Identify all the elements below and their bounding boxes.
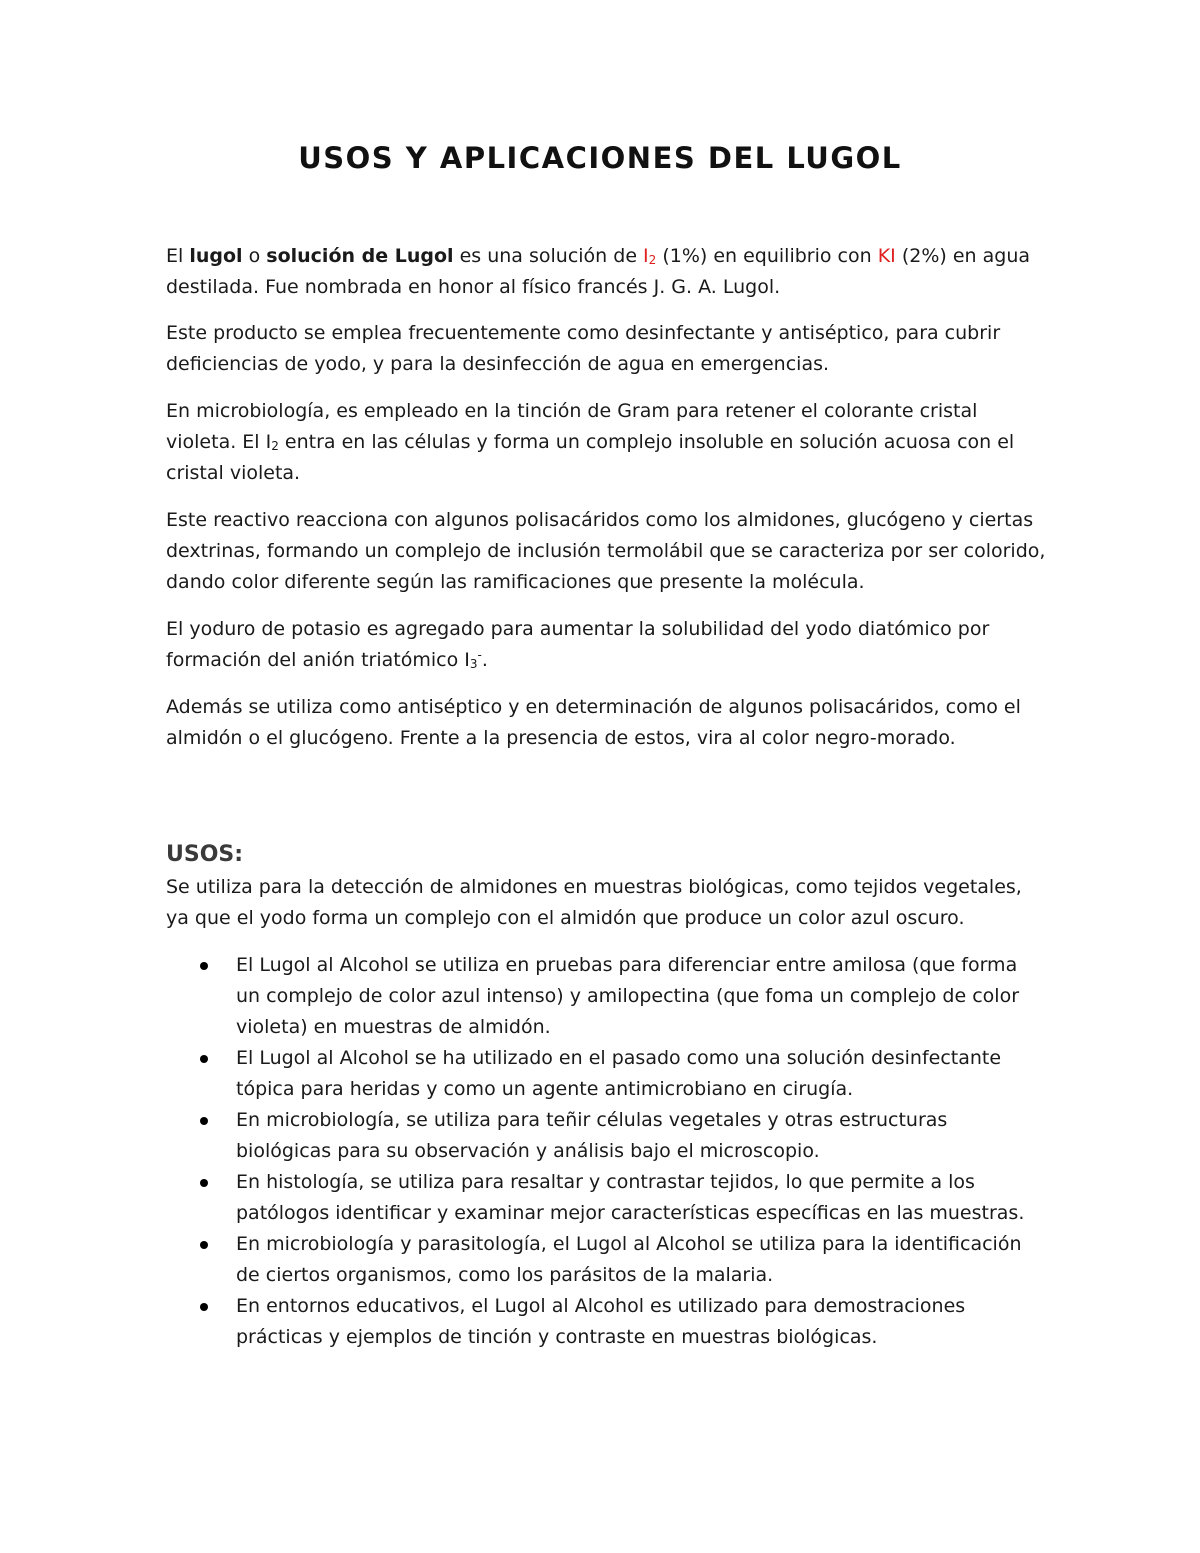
formula-subscript: 2 xyxy=(648,253,657,267)
list-item xyxy=(166,1105,1046,1167)
page-title: USOS Y APLICACIONES DEL LUGOL xyxy=(298,141,902,175)
term-lugol: lugol xyxy=(189,245,243,267)
bullet-icon xyxy=(200,1179,208,1187)
list-item xyxy=(166,950,1046,1043)
list-item-text: El Lugol al Alcohol se utiliza en pruebas para diferenciar entre amilosa (que forma un complejo de color azul intenso) y amilopectina (que foma un complejo de color violeta) en muestras de almidón. xyxy=(236,954,1020,1038)
paragraph-potassium-iodide xyxy=(166,614,1046,676)
bullet-icon xyxy=(200,1055,208,1063)
section-heading-usos: USOS: xyxy=(166,842,244,867)
bullet-icon xyxy=(200,962,208,970)
formula-ki: KI xyxy=(877,245,896,267)
text-run: (1%) en equilibrio con xyxy=(656,245,878,267)
text-run: . xyxy=(481,649,488,671)
usos-bullet-list xyxy=(166,950,1046,1353)
formula-subscript: 3 xyxy=(469,657,478,671)
term-solucion-de-lugol: solución de Lugol xyxy=(266,245,454,267)
list-item-text: El Lugol al Alcohol se ha utilizado en el pasado como una solución desinfectante tópica para heridas y como un agente antimicrobiano en cirugía. xyxy=(236,1047,1002,1100)
text-run: es una solución de xyxy=(453,245,644,267)
formula-iodine xyxy=(643,245,656,267)
formula-subscript: 2 xyxy=(271,439,279,453)
text-run: o xyxy=(242,245,267,267)
list-item xyxy=(166,1167,1046,1229)
list-item xyxy=(166,1291,1046,1353)
list-item xyxy=(166,1229,1046,1291)
text-run: El yoduro de potasio es agregado para aumentar la solubilidad del yodo diatómico por formación del anión triatómico I xyxy=(166,618,990,671)
formula-symbol: I xyxy=(643,245,649,267)
paragraph-microbiology xyxy=(166,396,1046,489)
text-run: El xyxy=(166,245,190,267)
list-item-text: En microbiología y parasitología, el Lugol al Alcohol se utiliza para la identificación de ciertos organismos, como los parásitos de la malaria. xyxy=(236,1233,1022,1286)
list-item-text: En histología, se utiliza para resaltar y contrastar tejidos, lo que permite a los patólogos identificar y examinar mejor características específicas en las muestras. xyxy=(236,1171,1025,1224)
bullet-icon xyxy=(200,1303,208,1311)
paragraph-definition xyxy=(166,241,1046,303)
paragraph-uses-general: Este producto se emplea frecuentemente como desinfectante y antiséptico, para cubrir deficiencias de yodo, y para la desinfección de agua en emergencias. xyxy=(166,322,1001,375)
text-run: (2%) en agua destilada. Fue nombrada en honor al físico francés J. G. A. Lugol. xyxy=(166,245,1031,298)
bullet-icon xyxy=(200,1117,208,1125)
paragraph-polysaccharides: Este reactivo reacciona con algunos polisacáridos como los almidones, glucógeno y ciertas dextrinas, formando un complejo de inclusión termolábil que se caracteriza por ser colorido, dando color diferente según las ramificaciones que presente la molécula. xyxy=(166,509,1046,593)
bullet-icon xyxy=(200,1241,208,1249)
list-item-text: En entornos educativos, el Lugol al Alcohol es utilizado para demostraciones prácticas y ejemplos de tinción y contraste en muestras biológicas. xyxy=(236,1295,966,1348)
text-run: entra en las células y forma un complejo insoluble en solución acuosa con el cristal violeta. xyxy=(166,431,1015,484)
usos-intro: Se utiliza para la detección de almidones en muestras biológicas, como tejidos vegetales, ya que el yodo forma un complejo con el almidón que produce un color azul oscuro. xyxy=(166,876,1022,929)
list-item xyxy=(166,1043,1046,1105)
formula-superscript: - xyxy=(477,648,482,662)
list-item-text: En microbiología, se utiliza para teñir células vegetales y otras estructuras biológicas para su observación y análisis bajo el microscopio. xyxy=(236,1109,948,1162)
paragraph-antiseptic: Además se utiliza como antiséptico y en determinación de algunos polisacáridos, como el almidón o el glucógeno. Frente a la presencia de estos, vira al color negro-morado. xyxy=(166,696,1021,749)
text-run: En microbiología, es empleado en la tinción de Gram para retener el colorante cristal violeta. El I xyxy=(166,400,978,453)
